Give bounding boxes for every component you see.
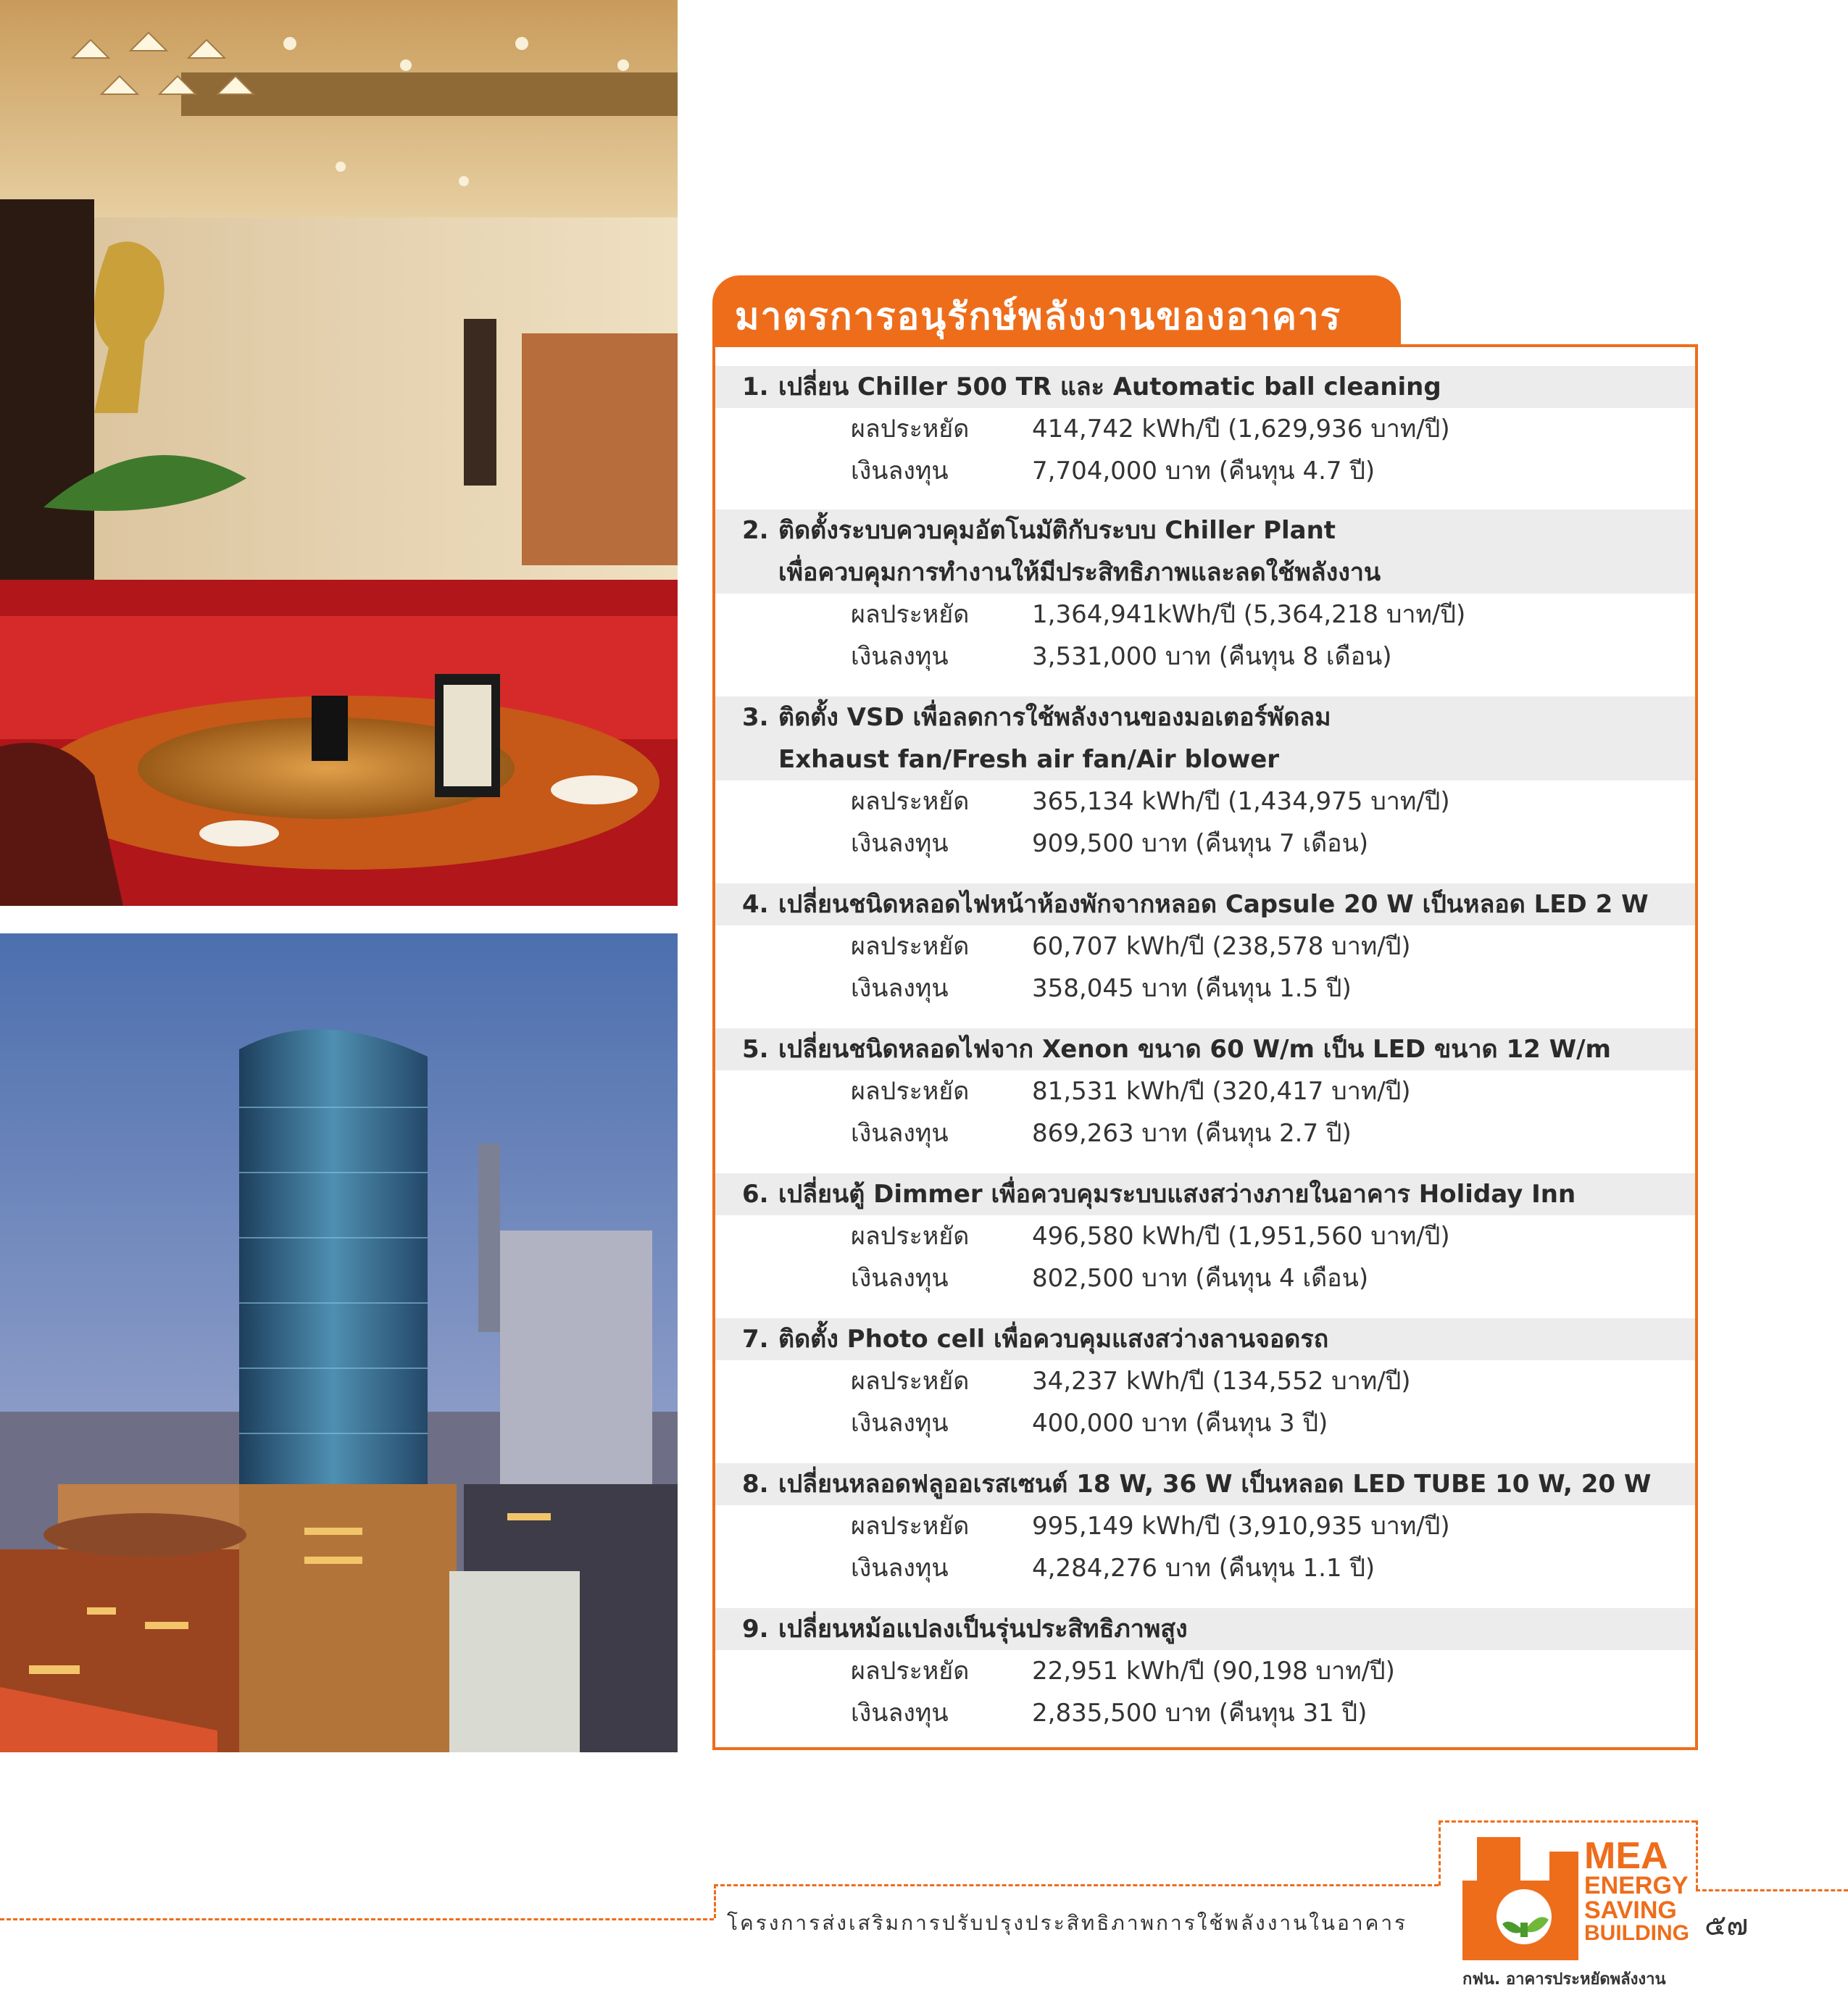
investment-value: 909,500 บาท (คืนทุน 7 เดือน) — [1032, 829, 1369, 858]
investment-value: 4,284,276 บาท (คืนทุน 1.1 ปี) — [1032, 1554, 1375, 1583]
logo-line1: MEA — [1584, 1835, 1668, 1877]
investment-value: 400,000 บาท (คืนทุน 3 ปี) — [1032, 1409, 1328, 1438]
logo-caption: กฟน. อาคารประหยัดพลังงาน — [1462, 1970, 1666, 1989]
building-photo — [0, 933, 678, 1752]
investment-label: เงินลงทุน — [851, 457, 949, 486]
investment-value: 2,835,500 บาท (คืนทุน 31 ปี) — [1032, 1699, 1368, 1728]
measure-number: 2. — [742, 516, 769, 545]
footer-divider-logo-top — [1439, 1820, 1696, 1823]
savings-value: 22,951 kWh/ปี (90,198 บาท/ปี) — [1032, 1657, 1395, 1686]
savings-label: ผลประหยัด — [851, 1657, 970, 1686]
measure-title: 8. เปลี่ยนหลอดฟลูออเรสเซนต์ 18 W, 36 W เป็นหลอด LED TUBE 10 W, 20 W — [742, 1463, 1651, 1505]
measures-panel — [712, 344, 1698, 1750]
measure-number: 3. — [742, 703, 769, 732]
investment-label: เงินลงทุน — [851, 1554, 949, 1583]
savings-label: ผลประหยัด — [851, 1077, 970, 1106]
logo-line3: SAVING — [1584, 1896, 1677, 1924]
investment-value: 802,500 บาท (คืนทุน 4 เดือน) — [1032, 1264, 1369, 1293]
savings-label: ผลประหยัด — [851, 415, 970, 444]
investment-value: 869,263 บาท (คืนทุน 2.7 ปี) — [1032, 1119, 1352, 1148]
investment-label: เงินลงทุน — [851, 1264, 949, 1293]
measure-number: 5. — [742, 1035, 769, 1064]
investment-label: เงินลงทุน — [851, 1119, 949, 1148]
measure-number: 8. — [742, 1470, 769, 1499]
investment-label: เงินลงทุน — [851, 829, 949, 858]
investment-label: เงินลงทุน — [851, 974, 949, 1003]
investment-value: 358,045 บาท (คืนทุน 1.5 ปี) — [1032, 974, 1352, 1003]
investment-label: เงินลงทุน — [851, 1409, 949, 1438]
measure-title: 5. เปลี่ยนชนิดหลอดไฟจาก Xenon ขนาด 60 W/m เป็น LED ขนาด 12 W/m — [742, 1028, 1611, 1070]
building-bulb-icon — [1462, 1837, 1582, 1960]
savings-label: ผลประหยัด — [851, 932, 970, 961]
restaurant-photo — [0, 0, 678, 906]
measure-title: 3. ติดตั้ง VSD เพื่อลดการใช้พลังงานของมอเตอร์พัดลม — [742, 696, 1331, 738]
logo-line4: BUILDING — [1584, 1921, 1689, 1945]
measure-number: 4. — [742, 890, 769, 919]
measure-number: 7. — [742, 1325, 769, 1354]
measure-title: 4. เปลี่ยนชนิดหลอดไฟหน้าห้องพักจากหลอด Capsule 20 W เป็นหลอด LED 2 W — [742, 883, 1649, 925]
measure-number: 9. — [742, 1615, 769, 1644]
footer-divider-right — [1696, 1889, 1848, 1891]
savings-value: 365,134 kWh/ปี (1,434,975 บาท/ปี) — [1032, 787, 1450, 816]
footer-divider-left — [0, 1918, 714, 1920]
savings-value: 496,580 kWh/ปี (1,951,560 บาท/ปี) — [1032, 1222, 1450, 1251]
measure-title: 2. ติดตั้งระบบควบคุมอัตโนมัติกับระบบ Chiller Plant — [742, 509, 1336, 551]
savings-value: 81,531 kWh/ปี (320,417 บาท/ปี) — [1032, 1077, 1411, 1106]
measure-title: 9. เปลี่ยนหม้อแปลงเป็นรุ่นประสิทธิภาพสูง — [742, 1608, 1188, 1650]
savings-label: ผลประหยัด — [851, 1512, 970, 1541]
footer-divider-logo-left — [1439, 1820, 1441, 1886]
footer-divider-middle — [714, 1884, 1439, 1886]
savings-value: 995,149 kWh/ปี (3,910,935 บาท/ปี) — [1032, 1512, 1450, 1541]
footer-program-text: โครงการส่งเสริมการปรับปรุงประสิทธิภาพการใช้พลังงานในอาคาร — [727, 1911, 1408, 1935]
measure-title-line2: เพื่อควบคุมการทำงานให้มีประสิทธิภาพและลดใช้พลังงาน — [778, 558, 1381, 587]
savings-value: 414,742 kWh/ปี (1,629,936 บาท/ปี) — [1032, 415, 1450, 444]
savings-label: ผลประหยัด — [851, 600, 970, 629]
investment-value: 3,531,000 บาท (คืนทุน 8 เดือน) — [1032, 642, 1392, 671]
investment-value: 7,704,000 บาท (คืนทุน 4.7 ปี) — [1032, 457, 1375, 486]
measure-number: 1. — [742, 372, 769, 401]
measure-number: 6. — [742, 1180, 769, 1209]
savings-value: 34,237 kWh/ปี (134,552 บาท/ปี) — [1032, 1367, 1411, 1396]
savings-label: ผลประหยัด — [851, 787, 970, 816]
savings-label: ผลประหยัด — [851, 1367, 970, 1396]
measure-title: 1. เปลี่ยน Chiller 500 TR และ Automatic ball cleaning — [742, 366, 1441, 408]
measure-title: 7. ติดตั้ง Photo cell เพื่อควบคุมแสงสว่างลานจอดรถ — [742, 1318, 1328, 1360]
savings-value: 60,707 kWh/ปี (238,578 บาท/ปี) — [1032, 932, 1411, 961]
mea-energy-saving-logo — [1462, 1835, 1689, 1989]
savings-value: 1,364,941kWh/ปี (5,364,218 บาท/ปี) — [1032, 600, 1466, 629]
panel-title: มาตรการอนุรักษ์พลังงานของอาคาร — [735, 296, 1342, 338]
footer-divider-logo-right — [1696, 1820, 1698, 1889]
investment-label: เงินลงทุน — [851, 642, 949, 671]
measure-title-line2: Exhaust fan/Fresh air fan/Air blower — [778, 745, 1280, 774]
page-number: ๕๗ — [1705, 1909, 1749, 1942]
savings-label: ผลประหยัด — [851, 1222, 970, 1251]
logo-line2: ENERGY — [1584, 1872, 1689, 1899]
measure-title: 6. เปลี่ยนตู้ Dimmer เพื่อควบคุมระบบแสงสว่างภายในอาคาร Holiday Inn — [742, 1173, 1576, 1215]
footer-divider-vertical — [714, 1884, 716, 1918]
investment-label: เงินลงทุน — [851, 1699, 949, 1728]
